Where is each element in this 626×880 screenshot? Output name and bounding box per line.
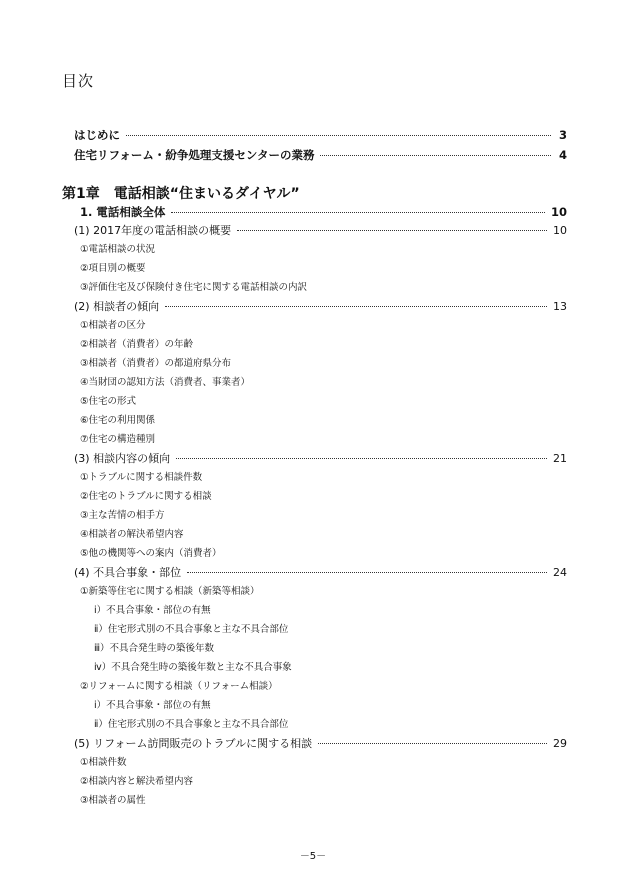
dot-leader [187,572,547,573]
toc-item[interactable]: ②相談内容と解決希望内容 [80,776,194,787]
toc-entry-label: (2) 相談者の傾向 [74,300,160,313]
dot-leader [176,458,547,459]
toc-subsection[interactable] [74,299,567,315]
toc-section-1[interactable] [80,204,567,220]
toc-item[interactable]: ②リフォームに関する相談（リフォーム相談） [80,681,278,692]
toc-item[interactable]: ④相談者の解決希望内容 [80,529,184,540]
toc-subsection[interactable] [74,223,567,239]
toc-subitem[interactable]: ⅰ）不具合事象・部位の有無 [94,700,211,711]
toc-item[interactable]: ②住宅のトラブルに関する相談 [80,491,212,502]
toc-item[interactable]: ③主な苦情の相手方 [80,510,165,521]
dot-leader [126,135,551,136]
toc-entry-label: (5) リフォーム訪問販売のトラブルに関する相談 [74,737,313,750]
toc-subitem[interactable]: ⅱ）住宅形式別の不具合事象と主な不具合部位 [94,719,289,730]
toc-item[interactable]: ③相談者（消費者）の都道府県分布 [80,358,232,369]
dot-leader [171,212,545,213]
page-number: －5－ [299,851,327,862]
toc-item[interactable]: ④当財団の認知方法（消費者、事業者） [80,377,251,388]
toc-item[interactable]: ⑤他の機関等への案内（消費者） [80,548,222,559]
toc-entry-label: (4) 不具合事象・部位 [74,566,182,579]
toc-subsection[interactable] [74,565,567,581]
toc-entry-page: 13 [553,300,567,313]
dot-leader [320,155,551,156]
toc-item[interactable]: ③相談者の属性 [80,795,146,806]
dot-leader [318,743,547,744]
toc-item[interactable]: ①相談件数 [80,757,127,768]
toc-entry-center-services[interactable] [74,147,567,163]
toc-subitem[interactable]: ⅰ）不具合事象・部位の有無 [94,605,211,616]
toc-entry-page: 24 [553,566,567,579]
toc-entry-label: 1. 電話相談全体 [80,205,166,219]
toc-entry-page: 10 [550,205,567,219]
toc-entry-page: 29 [553,737,567,750]
toc-entry-label: (1) 2017年度の電話相談の概要 [74,224,232,237]
toc-item[interactable]: ①トラブルに関する相談件数 [80,472,203,483]
toc-item[interactable]: ①電話相談の状況 [80,244,156,255]
toc-entry-page: 3 [558,128,567,142]
toc-subitem[interactable]: ⅲ）不具合発生時の築後年数 [94,643,215,654]
dot-leader [165,306,547,307]
toc-subsection[interactable] [74,736,567,752]
toc-item[interactable]: ②項目別の概要 [80,263,146,274]
toc-title: 目次 [62,72,95,90]
toc-item[interactable]: ⑦住宅の構造種別 [80,434,156,445]
toc-item[interactable]: ③評価住宅及び保険付き住宅に関する電話相談の内訳 [80,282,308,293]
dot-leader [237,230,547,231]
chapter-title: 第1章 電話相談“住まいるダイヤル” [62,186,300,202]
toc-item[interactable]: ⑥住宅の利用関係 [80,415,156,426]
toc-entry-label: 住宅リフォーム・紛争処理支援センターの業務 [74,148,315,162]
toc-entry-foreword[interactable] [74,127,567,143]
toc-subsection[interactable] [74,451,567,467]
toc-entry-page: 4 [558,148,567,162]
toc-item[interactable]: ①相談者の区分 [80,320,146,331]
toc-subitem[interactable]: ⅱ）住宅形式別の不具合事象と主な不具合部位 [94,624,289,635]
toc-entry-label: はじめに [74,128,120,142]
toc-entry-page: 21 [553,452,567,465]
toc-item[interactable]: ⑤住宅の形式 [80,396,137,407]
toc-entry-label: (3) 相談内容の傾向 [74,452,171,465]
toc-entry-page: 10 [553,224,567,237]
toc-subitem[interactable]: ⅳ）不具合発生時の築後年数と主な不具合事象 [94,662,292,673]
toc-item[interactable]: ②相談者（消費者）の年齢 [80,339,194,350]
toc-item[interactable]: ①新築等住宅に関する相談（新築等相談） [80,586,260,597]
